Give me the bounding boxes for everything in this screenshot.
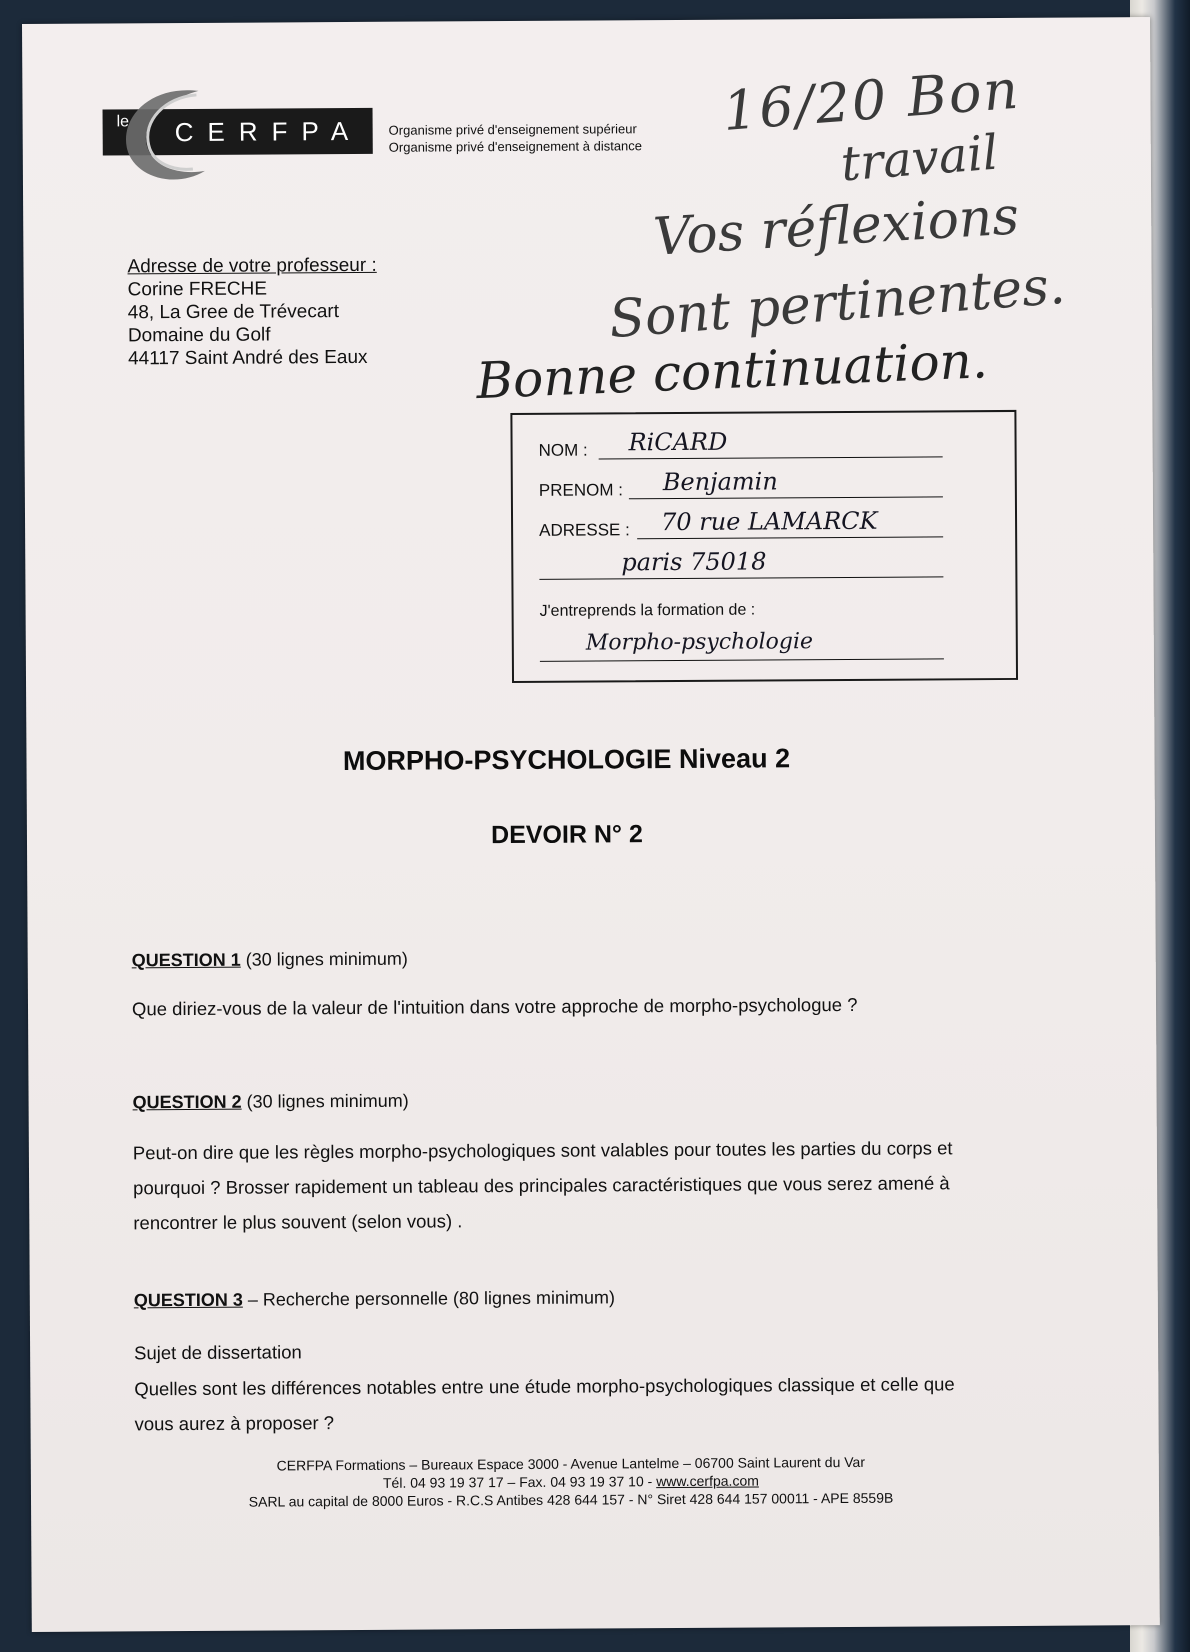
question-1-note: (30 lignes minimum) [240, 948, 408, 970]
formation-value: Morpho-psychologie [585, 629, 814, 656]
document-title: MORPHO-PSYCHOLOGIE Niveau 2 [342, 743, 791, 777]
formation-label: J'entreprends la formation de : [539, 601, 756, 620]
org-line-2: Organisme privé d'enseignement à distance [388, 138, 643, 155]
question-1-text: Que diriez-vous de la valeur de l'intuition dans votre approche de morpho-psychologue ? [131, 993, 858, 1020]
adresse-line-2 [539, 576, 943, 579]
professor-address-title: Adresse de votre professeur : [127, 254, 377, 278]
question-2-note: (30 lignes minimum) [241, 1090, 409, 1112]
nom-line [599, 456, 943, 459]
question-2-label: QUESTION 2 [132, 1091, 242, 1113]
footer-website-link[interactable]: www.cerfpa.com [656, 1472, 759, 1490]
question-3-label: QUESTION 3 [133, 1289, 243, 1311]
org-line-1: Organisme privé d'enseignement supérieur [388, 121, 637, 138]
student-id-box [510, 410, 1018, 683]
formation-line [540, 658, 944, 661]
professor-area: Domaine du Golf [127, 324, 271, 347]
document-page [22, 17, 1160, 1632]
prenom-line [629, 496, 943, 499]
prenom-label: PRENOM : [538, 480, 623, 500]
cerfpa-logo [102, 90, 373, 184]
question-3-text: Quelles sont les différences notables entre une étude morpho-psychologiques classique et celle que vous aurez à proposer ? [134, 1373, 955, 1435]
nom-label: NOM : [538, 440, 588, 460]
adresse-value-2: paris 75018 [621, 547, 767, 577]
adresse-line-1 [637, 536, 943, 539]
professor-city: 44117 Saint André des Eaux [127, 346, 368, 370]
question-1-label: QUESTION 1 [131, 949, 241, 971]
question-3-subject: Sujet de dissertation [134, 1341, 302, 1364]
footer-line-1: CERFPA Formations – Bureaux Espace 3000 - Avenue Lantelme – 06700 Saint Laurent du Var [276, 1453, 866, 1474]
handwritten-comment-2: Sont pertinentes. [607, 255, 1068, 351]
adresse-value-1: 70 rue LAMARCK [660, 506, 878, 537]
question-2-heading [132, 1084, 408, 1121]
footer-contact: Tél. 04 93 19 37 17 – Fax. 04 93 19 37 10 - [382, 1473, 657, 1491]
question-1-heading [132, 942, 408, 979]
handwritten-comment-1: Vos réflexions [651, 186, 1021, 268]
page-footer [31, 1451, 1111, 1512]
professor-street: 48, La Gree de Trévecart [127, 301, 340, 324]
question-3-note: – Recherche personnelle (80 lignes minimum) [242, 1287, 616, 1310]
document-subtitle: DEVOIR N° 2 [491, 820, 643, 850]
professor-address [127, 254, 377, 371]
handwritten-grade: 16/20 Bon [720, 57, 1023, 144]
adresse-label: ADRESSE : [539, 520, 630, 540]
nom-value: RiCARD [628, 427, 728, 457]
question-3-heading [134, 1280, 615, 1318]
logo-text: CERFPA [174, 115, 363, 148]
organization-info [389, 120, 642, 156]
handwritten-comment-3: Bonne continuation. [475, 331, 989, 411]
professor-name: Corine FRECHE [127, 278, 268, 301]
prenom-value: Benjamin [662, 467, 778, 497]
handwritten-grade-line2: travail [838, 124, 1001, 193]
question-2-text: Peut-on dire que les règles morpho-psychologiques sont valables pour toutes les parties du corps et pourquoi ? Brosser rapidement un tableau des principales caractéristiques que vous serez amené à rencontrer le plus souvent (selon vous) . [132, 1137, 953, 1234]
logo-prefix: le [116, 113, 130, 131]
footer-line-3: SARL au capital de 8000 Euros - R.C.S Antibes 428 644 157 - N° Siret 428 644 157 00011 - APE 8559B [248, 1489, 894, 1510]
